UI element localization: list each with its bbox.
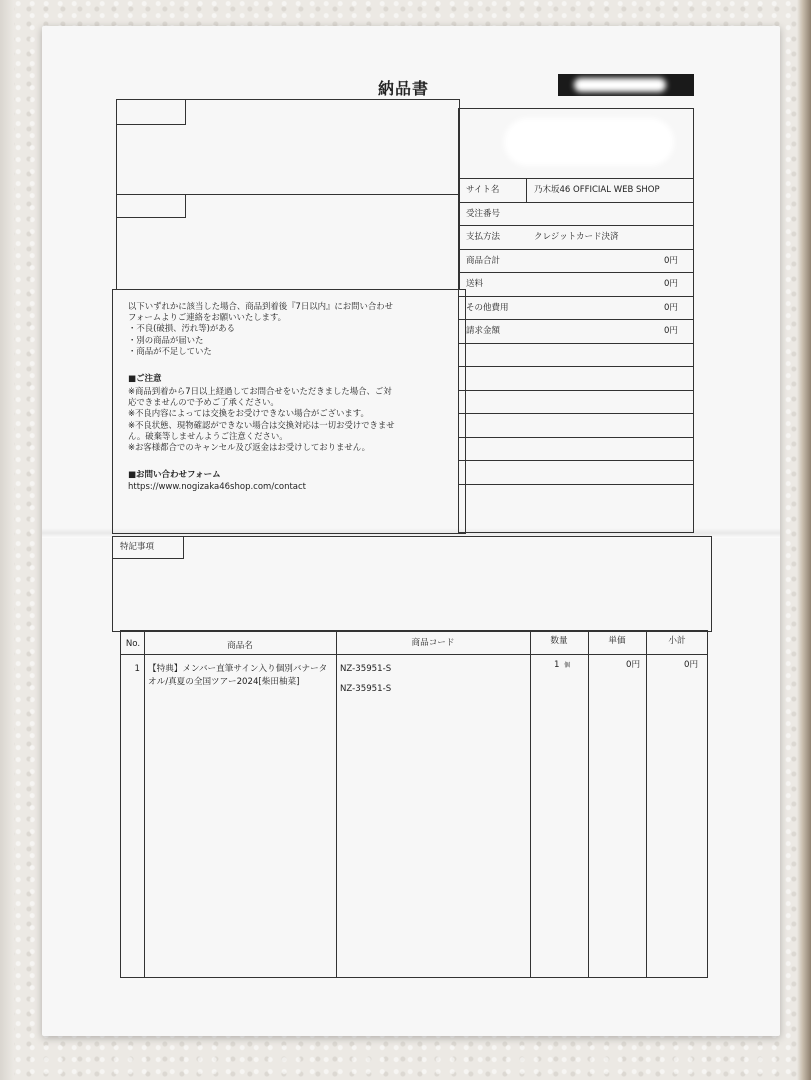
- contact-url: https://www.nogizaka46shop.com/contact: [128, 482, 306, 492]
- info-label-billing-amount: 請求金額: [466, 326, 501, 336]
- info-value-billing-amount: 0円: [664, 326, 678, 336]
- info-label-shipping: 送料: [466, 279, 484, 289]
- redaction-blob: [504, 118, 674, 166]
- row-product-code-2: NZ-35951-S: [340, 684, 392, 694]
- cardboard-edge-right: [797, 0, 811, 1080]
- contact-heading: ■お問い合わせフォーム: [128, 470, 221, 480]
- info-label-order-number: 受注番号: [466, 209, 501, 219]
- redaction-blob: [574, 78, 666, 92]
- caution-heading: ■ご注意: [128, 374, 162, 384]
- info-label-other-fees: その他費用: [466, 303, 509, 313]
- info-value-shipping: 0円: [664, 279, 678, 289]
- col-header-no: No.: [125, 639, 141, 649]
- row-no: 1: [134, 664, 140, 674]
- document-title: 納品書: [378, 79, 430, 98]
- col-header-subtotal: 小計: [668, 636, 686, 646]
- row-unit-price: 0円: [626, 660, 641, 670]
- col-header-code: 商品コード: [411, 638, 455, 648]
- info-value-other-fees: 0円: [664, 303, 678, 313]
- info-value-item-total: 0円: [664, 256, 678, 266]
- sender-label-cell: [116, 194, 186, 218]
- row-product-code-1: NZ-35951-S: [340, 664, 392, 674]
- caution-body: ※商品到着から7日以上経過してお問合せをいただきました場合、ご対 応できませんので予めご了承ください。 ※不良内容によっては交換をお受けできない場合がございます。 ※不良状態、現物確認ができない場合は交換対応は一切お受けできませ ん。破棄等しませんようご注意ください。 ※お客様都合でのキャンセル及び返金はお受けしておりません。: [128, 386, 395, 453]
- notice-intro: 以下いずれかに該当した場合、商品到着後『7日以内』にお問い合わせ フォームよりご連絡をお願いいたします。 ・不良(破損、汚れ等)がある ・別の商品が届いた ・商品が不足していた: [128, 301, 393, 356]
- col-header-qty: 数量: [550, 636, 568, 646]
- row-quantity-unit: 個: [564, 662, 571, 669]
- info-value-site: 乃木坂46 OFFICIAL WEB SHOP: [534, 185, 660, 195]
- info-label-item-total: 商品合計: [466, 256, 501, 266]
- special-notes-box: [112, 536, 712, 632]
- info-label-site: サイト名: [466, 185, 500, 195]
- info-value-payment: クレジットカード決済: [534, 232, 619, 242]
- row-quantity: 1: [554, 660, 560, 670]
- recipient-label-cell: [116, 99, 186, 125]
- row-subtotal: 0円: [684, 660, 699, 670]
- row-product-name: 【特典】メンバー直筆サイン入り個別バナータオル/真夏の全国ツアー2024[柴田柚菜]: [148, 664, 328, 687]
- col-header-name: 商品名: [227, 641, 253, 651]
- info-label-payment: 支払方法: [466, 232, 501, 242]
- order-info-table: [458, 108, 694, 533]
- invoice-sheet: [42, 26, 780, 1036]
- col-header-unit-price: 単価: [608, 636, 626, 646]
- special-notes-label: 特記事項: [120, 542, 155, 552]
- wall-edge-left: [0, 0, 14, 1080]
